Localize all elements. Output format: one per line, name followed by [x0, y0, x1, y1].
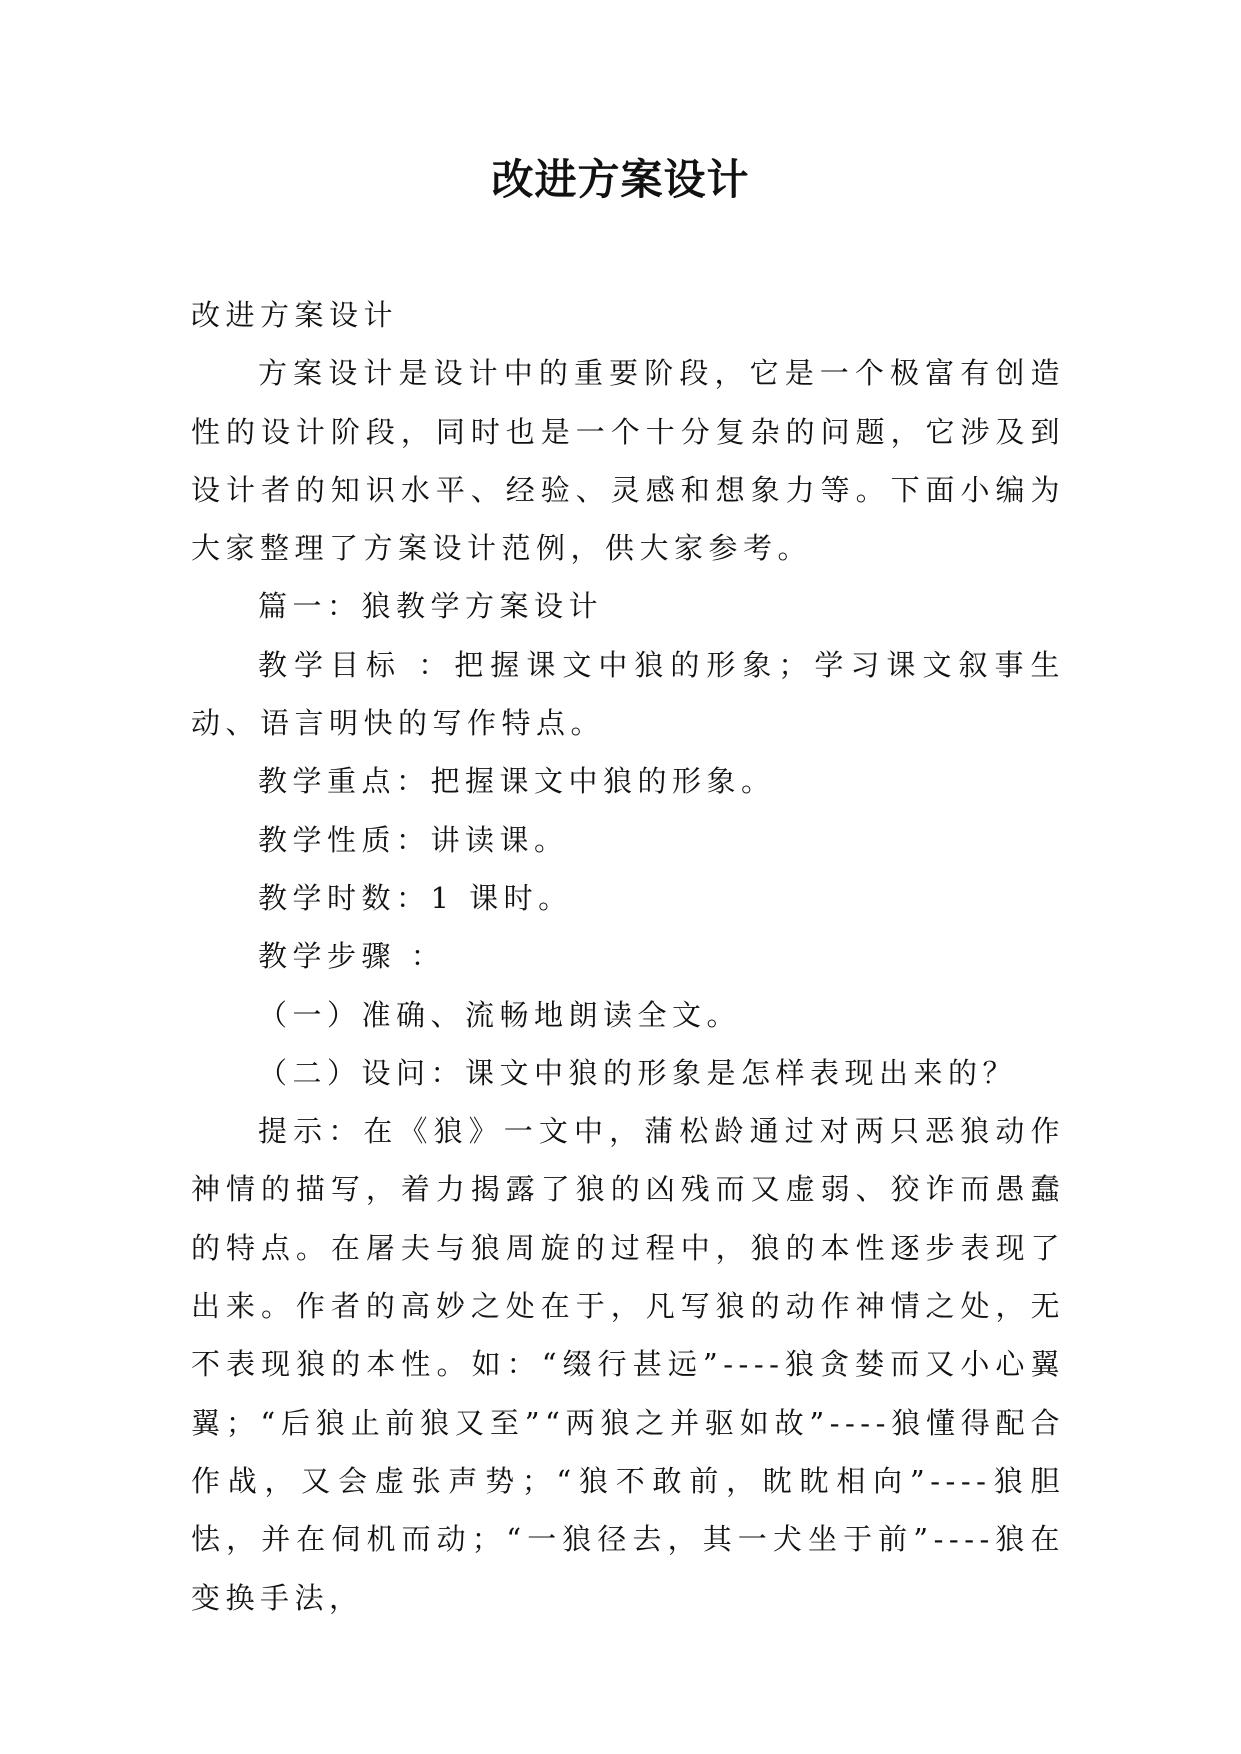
paragraph: （一）准确、流畅地朗读全文。	[258, 997, 742, 1032]
paragraph: 教学时数：1 课时。	[258, 880, 573, 915]
paragraph: 教学步骤 ：	[258, 939, 446, 974]
document-title: 改进方案设计	[491, 155, 750, 204]
paragraph: 教学目标 ：把握课文中狼的形象；学习课文叙事生动、语言明快的写作特点。	[191, 647, 1065, 741]
paragraph: 提示：在《狼》一文中，蒲松龄通过对两只恶狼动作神情的描写，着力揭露了狼的凶残而又虚弱、狡诈而愚蠢的特点。在屠夫与狼周旋的过程中，狼的本性逐步表现了出来。作者的高妙之处在于，凡写狼的动作神情之处，无不表现狼的本性。如：“缀行甚远”----狼贪婪而又小心翼翼；“后狼止前狼又至”“两狼之并驱如故”----狼懂得配合作战，又会虚张声势；“狼不敢前，眈眈相向”----狼胆怯，并在伺机而动；“一狼径去，其一犬坐于前”----狼在变换手法，	[191, 1114, 1065, 1615]
paragraph: （二）设问：课文中狼的形象是怎样表现出来的？	[258, 1055, 1018, 1090]
paragraph: 篇一：狼教学方案设计	[258, 589, 604, 624]
document-body	[191, 286, 1065, 1627]
paragraph: 教学性质：讲读课。	[258, 822, 569, 857]
paragraph: 改进方案设计	[191, 298, 399, 332]
paragraph: 方案设计是设计中的重要阶段，它是一个极富有创造性的设计阶段，同时也是一个十分复杂的问题，它涉及到设计者的知识水平、经验、灵感和想象力等。下面小编为大家整理了方案设计范例，供大家参考。	[191, 356, 1065, 566]
paragraph: 教学重点：把握课文中狼的形象。	[258, 764, 776, 799]
